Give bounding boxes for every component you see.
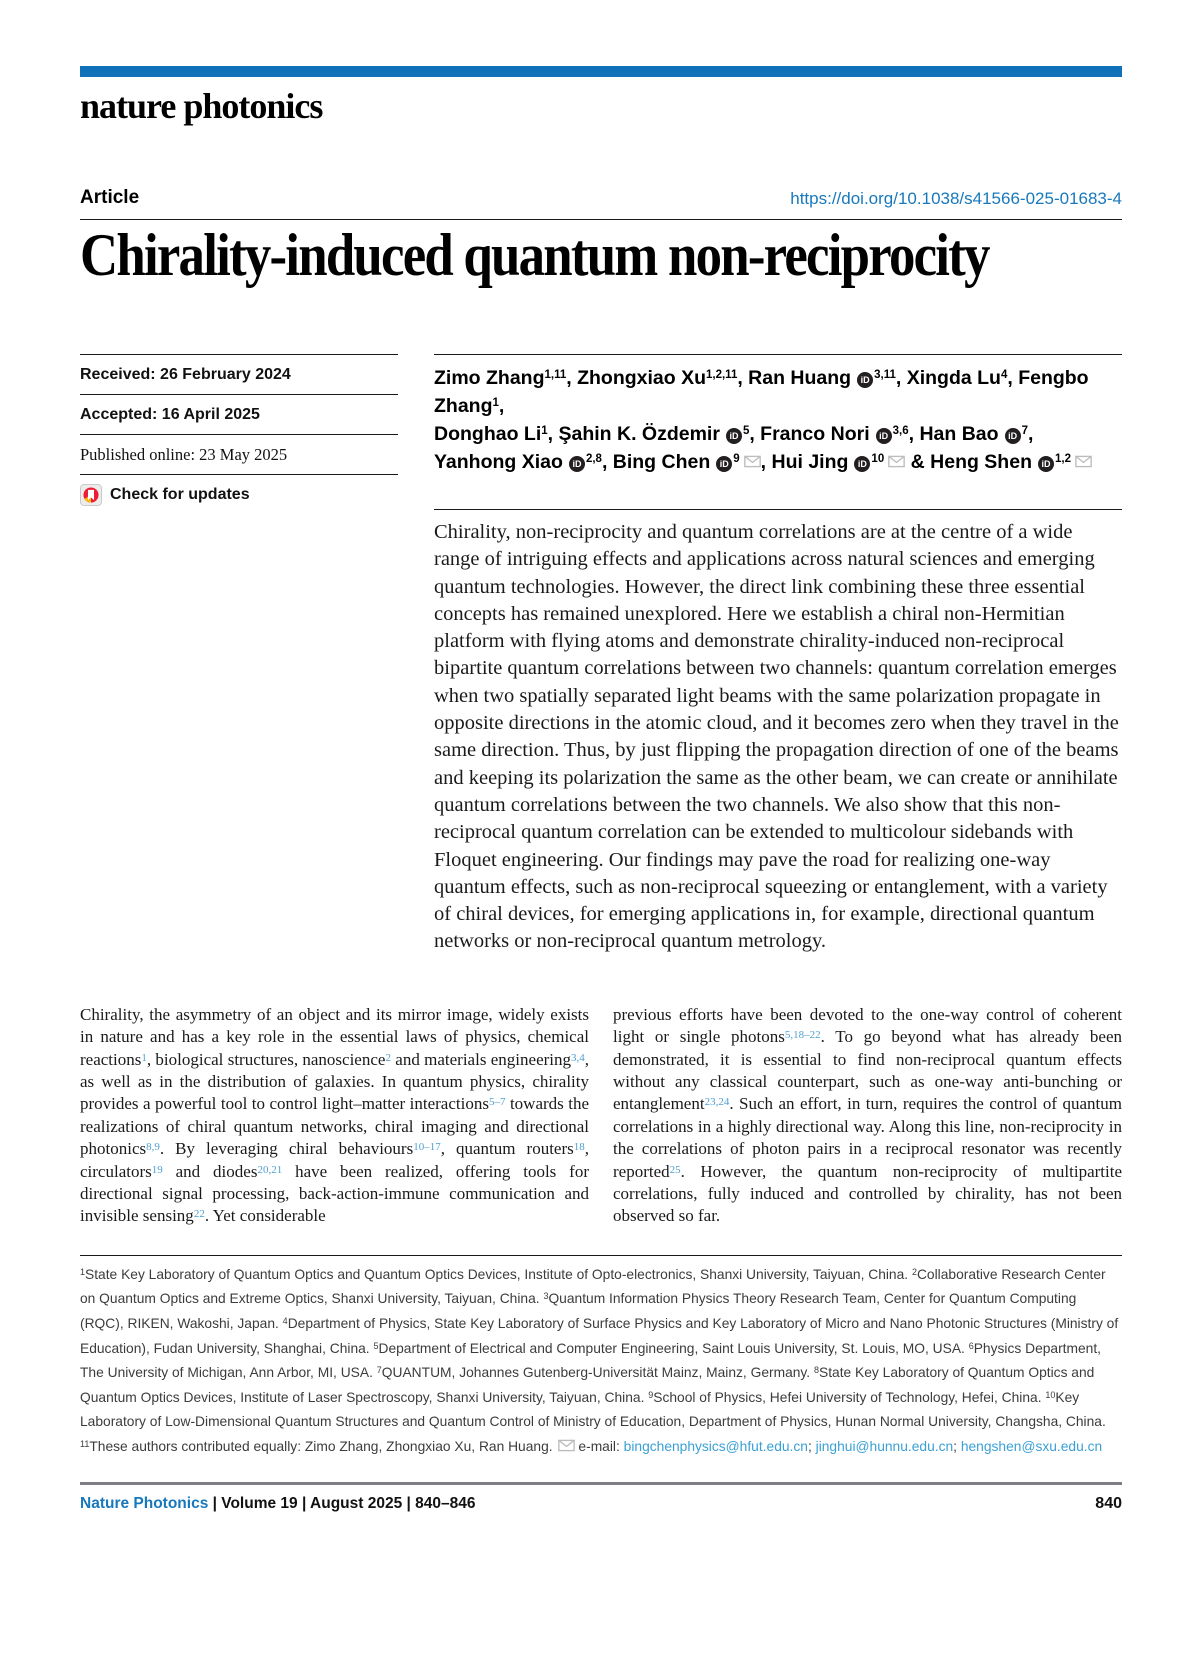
text-run: School of Physics, Hefei University of Technology, Hefei, China.: [653, 1389, 1046, 1405]
meta-section: [80, 354, 1122, 956]
orcid-icon[interactable]: iD: [857, 372, 873, 388]
abstract-text: Chirality, non-reciprocity and quantum correlations are at the centre of a wide range of intriguing effects and applications across natural sciences and emerging quantum technologies. However, the direct link combining these three essential concepts has remained unexplored. Here we establish a chiral non-Hermitian platform with flying atoms and demonstrate chirality-induced non-reciprocal bipartite quantum correlations between two channels: quantum correlation emerges when two spatially separated light beams with the same polarization propagate in opposite directions in the atomic cloud, and it becomes zero when they travel in the same direction. Thus, by just flipping the propagation direction of one of the beams and keeping its polarization the same as the other beam, we can create or annihilate quantum correlations between the two channels. We also show that this non-reciprocal quantum correlation can be extended to multicolour sidebands with Floquet engineering. Our findings may pave the road for realizing one-way quantum effects, such as non-reciprocal squeezing or entanglement, with a variety of chiral devices, for emerging applications in, for example, directional quantum networks or non-reciprocal quantum metrology.: [434, 521, 1119, 953]
text-run: and materials engineering: [390, 1049, 571, 1069]
title-divider: [80, 219, 1122, 220]
envelope-icon[interactable]: [888, 455, 905, 468]
reference-link[interactable]: 2: [385, 1051, 391, 1064]
reference-link[interactable]: 25: [669, 1163, 681, 1176]
affiliation-superscript: 3,11: [874, 369, 896, 381]
reference-link[interactable]: 19: [151, 1163, 163, 1176]
footer-journal-link[interactable]: Nature Photonics: [80, 1494, 209, 1512]
text-run: , Franco Nori: [749, 423, 870, 445]
affiliation-superscript: 4: [282, 1316, 288, 1326]
email-link[interactable]: bingchenphysics@hfut.edu.cn: [623, 1438, 808, 1454]
article-type-label: Article: [80, 187, 140, 208]
text-run: ,: [1027, 423, 1034, 445]
affiliation-superscript: 5: [742, 425, 750, 437]
affiliation-superscript: 9: [733, 453, 740, 465]
accepted-date: Accepted: 16 April 2025: [80, 394, 398, 434]
affiliation-superscript: 11: [80, 1438, 90, 1449]
text-run: ,: [498, 395, 505, 417]
text-run: , as well as in the distribution of galaxies. In quantum physics, chirality provides a powerful tool to control light–matter interactions: [80, 1049, 589, 1114]
text-run: Donghao Li: [434, 423, 542, 445]
orcid-icon[interactable]: iD: [1005, 428, 1021, 444]
affiliation-superscript: 8: [813, 1365, 819, 1376]
orcid-icon[interactable]: iD: [726, 428, 742, 444]
affiliation-superscript: 6: [968, 1340, 974, 1351]
article-header-row: [80, 187, 1122, 209]
text-run: Chirality, the asymmetry of an object and its mirror image, widely exists in nature and has a key role in the essential laws of physics, chemical reactions: [80, 1004, 589, 1069]
orcid-icon[interactable]: iD: [1038, 456, 1054, 472]
orcid-icon[interactable]: iD: [716, 456, 732, 472]
envelope-icon[interactable]: [744, 455, 761, 468]
published-date: Published online: 23 May 2025: [80, 434, 398, 474]
envelope-icon[interactable]: [558, 1439, 575, 1452]
reference-link[interactable]: 1: [141, 1051, 147, 1064]
text-run: Key Laboratory of Low-Dimensional Quantum Structures and Quantum Control of Ministry of Education, Department of Physics, Hunan Normal University, Changsha, China.: [80, 1389, 1106, 1430]
affiliation-superscript: 9: [648, 1389, 654, 1400]
text-run: , Ran Huang: [737, 367, 852, 389]
text-run: , Han Bao: [908, 423, 999, 445]
reference-link[interactable]: 20,21: [257, 1163, 283, 1176]
doi-link[interactable]: https://doi.org/10.1038/s41566-025-01683-4: [790, 189, 1122, 208]
text-run: . By leveraging chiral behaviours: [159, 1139, 414, 1159]
text-run: towards the realizations of chiral quantum networks, chiral imaging and directional photonics: [80, 1094, 589, 1159]
footer-citation: [80, 1495, 476, 1513]
affiliation-superscript: 2: [911, 1266, 917, 1277]
orcid-icon[interactable]: iD: [876, 428, 892, 444]
reference-link[interactable]: 3,4: [571, 1051, 585, 1064]
affiliation-superscript: 7: [1021, 425, 1028, 437]
reference-link[interactable]: 23,24: [704, 1096, 730, 1109]
text-run: have been realized, offering tools for directional signal processing, back-action-immune communication and invisible sensing: [80, 1161, 589, 1226]
orcid-icon[interactable]: iD: [569, 456, 585, 472]
text-run: ;: [807, 1438, 816, 1454]
text-run: , Xingda Lu: [895, 367, 1001, 389]
text-run: , circulators: [80, 1139, 590, 1181]
affiliation-superscript: 1,2: [1054, 453, 1071, 465]
affiliation-superscript: 10: [871, 453, 885, 465]
page-title: Chirality-induced quantum non-reciprocity: [80, 222, 989, 288]
dates-sidebar: [80, 354, 398, 956]
text-run: These authors contributed equally: Zimo Zhang, Zhongxiao Xu, Ran Huang.: [89, 1438, 557, 1454]
affiliation-superscript: 1,2,11: [706, 369, 738, 381]
text-run: Department of Physics, State Key Laboratory of Surface Physics and Key Laboratory of Micro and Nano Photonic Structures (Ministry of Education), Fudan University, Shanghai, China.: [80, 1316, 1119, 1356]
affiliation-superscript: 5: [373, 1340, 379, 1351]
text-run: . Such an effort, in turn, requires the control of quantum correlations in a highly directional way. Along this line, non-reciprocity in the correlations of photon pairs in a reciprocal resonator was recently reported: [613, 1094, 1122, 1181]
affiliation-superscript: 1: [492, 397, 499, 409]
text-run: QUANTUM, Johannes Gutenberg-Universität Mainz, Mainz, Germany.: [381, 1365, 814, 1381]
author-line: [434, 420, 1122, 448]
text-run: ;: [953, 1438, 961, 1454]
article-page: [0, 66, 1200, 1513]
affiliation-superscript: 7: [376, 1365, 382, 1376]
text-run: , Fengbo Zhang: [434, 367, 1089, 417]
affiliation-superscript: 3,6: [892, 425, 909, 437]
affiliation-superscript: 1,11: [544, 369, 567, 381]
affiliation-superscript: 3: [543, 1291, 549, 1302]
affiliation-superscript: 1: [541, 425, 548, 437]
reference-link[interactable]: 18: [573, 1141, 585, 1154]
text-run: and diodes: [162, 1161, 258, 1181]
text-run: , Bing Chen: [601, 451, 711, 473]
text-run: , Zhongxiao Xu: [566, 367, 706, 389]
text-run: . Yet considerable: [204, 1206, 326, 1226]
brand-top-bar: [80, 66, 1122, 77]
text-run: Department of Electrical and Computer Engineering, Saint Louis University, St. Louis, MO, USA.: [378, 1340, 969, 1356]
text-run: Zimo Zhang: [434, 367, 545, 389]
orcid-icon[interactable]: iD: [854, 456, 870, 472]
page-number: 840: [1095, 1494, 1122, 1512]
body-column-right: [613, 1004, 1122, 1228]
email-link[interactable]: hengshen@sxu.edu.cn: [960, 1438, 1103, 1454]
text-run: . However, the quantum non-reciprocity of multipartite correlations, fully induced and controlled by chirality, has not been observed so far.: [613, 1161, 1122, 1226]
affiliation-superscript: 4: [1000, 369, 1008, 381]
affiliation-superscript: 1: [80, 1266, 86, 1277]
footer-divider: [80, 1482, 1122, 1485]
text-run: e-mail:: [578, 1438, 624, 1454]
crossmark-icon: [80, 484, 102, 506]
author-list: [434, 354, 1122, 476]
page-footer: [80, 1495, 1122, 1513]
envelope-icon[interactable]: [1075, 455, 1092, 468]
affiliations-text: [80, 1256, 1122, 1460]
affiliation-superscript: 10: [1045, 1389, 1056, 1400]
text-run: , quantum routers: [440, 1139, 574, 1159]
journal-logo: nature photonics: [80, 86, 323, 126]
received-date: Received: 26 February 2024: [80, 354, 398, 394]
text-run: previous efforts have been devoted to the one-way control of coherent light or single photons: [613, 1004, 1122, 1047]
authors-abstract-column: [434, 354, 1122, 956]
text-run: Quantum Information Physics Theory Research Team, Center for Quantum Computing (RQC), RIKEN, Wakoshi, Japan.: [80, 1291, 1077, 1331]
text-run: & Heng Shen: [905, 451, 1032, 473]
affiliation-superscript: 2,8: [585, 453, 602, 465]
text-run: State Key Laboratory of Quantum Optics and Quantum Optics Devices, Institute of Opto-electronics, Shanxi University, Taiyuan, China.: [85, 1266, 912, 1282]
reference-link[interactable]: 22: [193, 1208, 205, 1221]
text-run: Collaborative Research Center on Quantum Optics and Extreme Optics, Shanxi University, Taiyuan, China.: [80, 1266, 1106, 1307]
text-run: , Hui Jing: [760, 451, 849, 473]
text-run: Physics Department, The University of Michigan, Ann Arbor, MI, USA.: [80, 1340, 1102, 1381]
body-column-left: [80, 1004, 589, 1228]
text-run: Yanhong Xiao: [434, 451, 563, 473]
reference-link[interactable]: 5,18–22: [784, 1029, 821, 1042]
body-text-section: [80, 1004, 1122, 1228]
footer-volume-info: | Volume 19 | August 2025 | 840–846: [208, 1494, 476, 1512]
email-link[interactable]: jinghui@hunnu.edu.cn: [815, 1438, 954, 1454]
reference-link[interactable]: 8,9: [146, 1141, 160, 1154]
text-run: . To go beyond what has already been demonstrated, it is essential to find non-reciprocal quantum effects without any classical counterpart, such as one-way anti-bunching or entanglement: [613, 1027, 1122, 1114]
reference-link[interactable]: 5–7: [488, 1096, 506, 1109]
check-for-updates-label: Check for updates: [110, 485, 250, 503]
text-run: , Şahin K. Özdemir: [547, 423, 720, 445]
author-line: [434, 448, 1122, 476]
text-run: State Key Laboratory of Quantum Optics and Quantum Optics Devices, Institute of Laser Spectroscopy, Shanxi University, Taiyuan, China.: [80, 1365, 1095, 1405]
check-for-updates-button[interactable]: [80, 474, 398, 514]
text-run: , biological structures, nanoscience: [146, 1049, 386, 1069]
author-line: [434, 364, 1122, 420]
reference-link[interactable]: 10–17: [413, 1141, 441, 1154]
